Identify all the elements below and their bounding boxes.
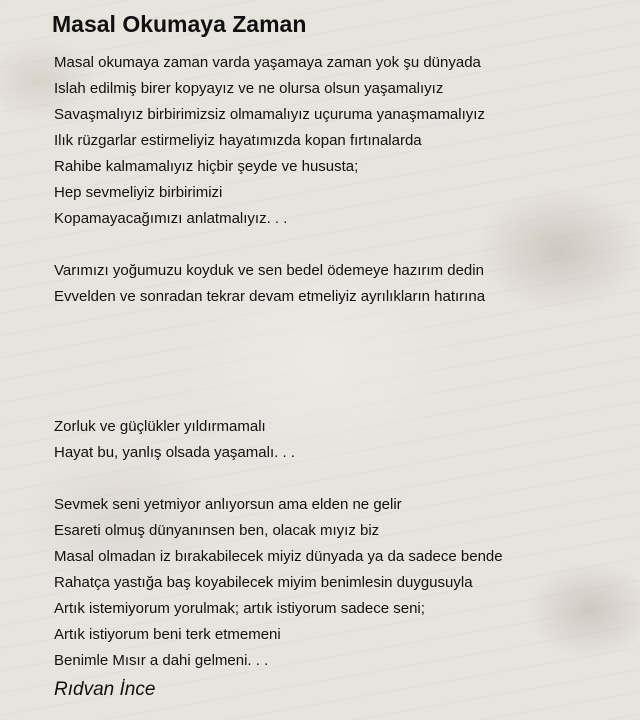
poem-line: Masal okumaya zaman varda yaşamaya zaman yok şu dünyada bbox=[54, 54, 481, 71]
poem-line: Artık istemiyorum yorulmak; artık istiyorum sadece seni; bbox=[54, 600, 425, 617]
stanza-gap bbox=[54, 466, 624, 492]
stanza-3 bbox=[54, 414, 624, 466]
poem-author: Rıdvan İnce bbox=[54, 679, 156, 700]
stanza-gap bbox=[54, 310, 624, 414]
poem-line: Rahatça yastığa baş koyabilecek miyim benimlesin duygusuyla bbox=[54, 574, 473, 591]
poem-line: Artık istiyorum beni terk etmemeni bbox=[54, 626, 281, 643]
poem-line: Hep sevmeliyiz birbirimizi bbox=[54, 184, 223, 201]
poem-title: Masal Okumaya Zaman bbox=[52, 11, 307, 37]
poem-line: Masal olmadan iz bırakabilecek miyiz dünyada ya da sadece bende bbox=[54, 548, 503, 565]
poem-line: Hayat bu, yanlış olsada yaşamalı. . . bbox=[54, 444, 295, 461]
stanza-gap bbox=[54, 232, 624, 258]
poem-line: Zorluk ve güçlükler yıldırmamalı bbox=[54, 418, 266, 435]
stanza-1 bbox=[54, 50, 624, 232]
poem-body bbox=[54, 50, 624, 674]
poem-line: Varımızı yoğumuzu koyduk ve sen bedel ödemeye hazırım dedin bbox=[54, 262, 484, 279]
poem-line: Savaşmalıyız birbirimizsiz olmamalıyız uçuruma yanaşmamalıyız bbox=[54, 106, 485, 123]
poem-line: Evvelden ve sonradan tekrar devam etmeliyiz ayrılıkların hatırına bbox=[54, 288, 486, 305]
poem-line: Ilık rüzgarlar estirmeliyiz hayatımızda kopan fırtınalarda bbox=[54, 132, 422, 149]
poem-line: Sevmek seni yetmiyor anlıyorsun ama elden ne gelir bbox=[54, 496, 402, 513]
stanza-4 bbox=[54, 492, 624, 674]
poem-container bbox=[54, 0, 624, 702]
stanza-2 bbox=[54, 258, 624, 310]
poem-line: Rahibe kalmamalıyız hiçbir şeyde ve hususta; bbox=[54, 158, 359, 175]
poem-line: Islah edilmiş birer kopyayız ve ne olursa olsun yaşamalıyız bbox=[54, 80, 444, 97]
poem-line: Esareti olmuş dünyanınsen ben, olacak mıyız biz bbox=[54, 522, 380, 539]
poem-line: Kopamayacağımızı anlatmalıyız. . . bbox=[54, 210, 288, 227]
poem-line: Benimle Mısır a dahi gelmeni. . . bbox=[54, 652, 269, 669]
